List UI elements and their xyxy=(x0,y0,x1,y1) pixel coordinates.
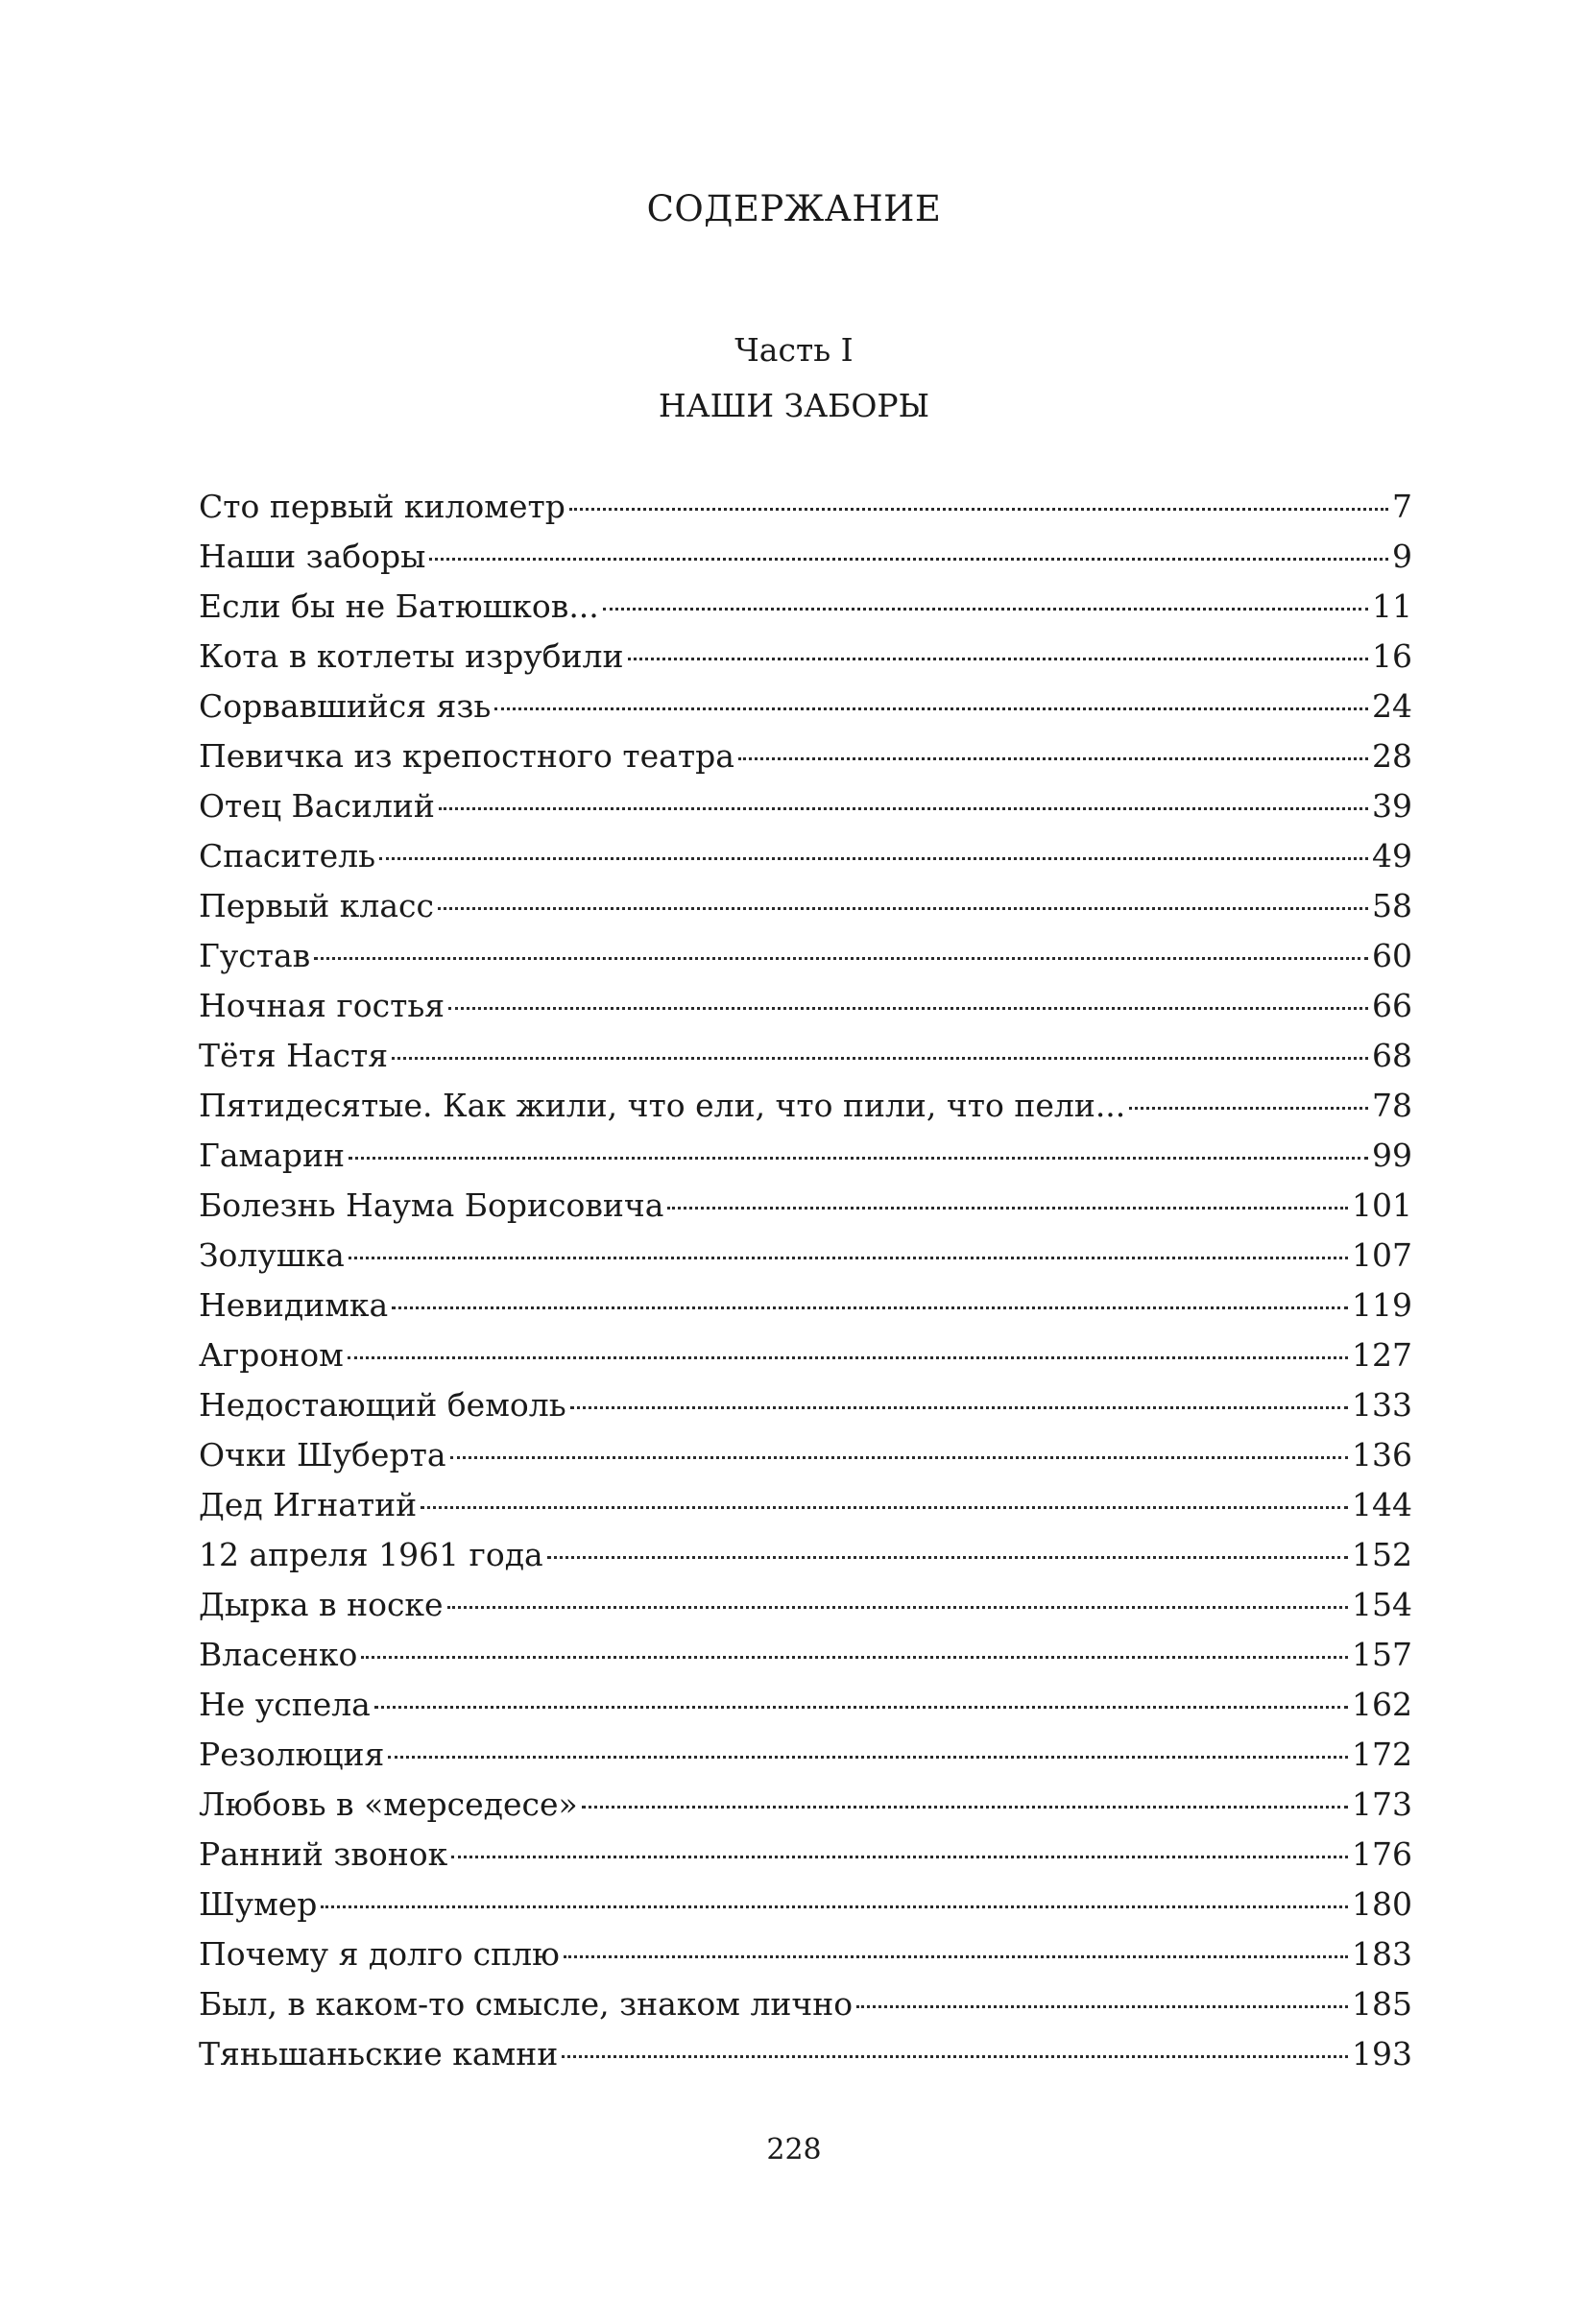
toc-dot-leader xyxy=(564,1955,1348,1958)
toc-dot-leader xyxy=(1129,1107,1368,1110)
toc-entry-page: 68 xyxy=(1372,1037,1412,1074)
toc-entry-page: 58 xyxy=(1372,887,1412,924)
toc-dot-leader xyxy=(569,508,1388,511)
toc-entry-title: 12 апреля 1961 года xyxy=(199,1536,543,1573)
toc-entry xyxy=(199,1580,1412,1630)
toc-entry-title: Первый класс xyxy=(199,887,434,924)
toc-entry-title: Ночная гостья xyxy=(199,987,445,1024)
toc-entry-title: Спаситель xyxy=(199,837,376,874)
toc-entry-page: 24 xyxy=(1372,687,1412,725)
toc-entry xyxy=(199,1281,1412,1330)
toc-entry-title: Дед Игнатий xyxy=(199,1486,418,1523)
toc-entry-page: 152 xyxy=(1352,1536,1412,1573)
toc-dot-leader xyxy=(314,957,1368,960)
toc-entry xyxy=(199,1630,1412,1680)
toc-entry xyxy=(199,1530,1412,1580)
toc-entry-page: 78 xyxy=(1372,1087,1412,1124)
toc-entry-title: Болезнь Наума Борисовича xyxy=(199,1186,664,1224)
toc-entry xyxy=(199,1880,1412,1929)
toc-entry xyxy=(199,632,1412,682)
toc-dot-leader xyxy=(667,1207,1348,1210)
toc-entry-title: Сорвавшийся язь xyxy=(199,687,492,725)
toc-entry-page: 173 xyxy=(1352,1785,1412,1823)
toc-entry xyxy=(199,582,1412,632)
toc-dot-leader xyxy=(349,1257,1348,1259)
toc-dot-leader xyxy=(439,807,1368,810)
toc-entry xyxy=(199,1929,1412,1979)
toc-dot-leader xyxy=(451,1856,1348,1858)
page-number: 228 xyxy=(766,2133,822,2167)
toc-entry-page: 172 xyxy=(1352,1736,1412,1773)
toc-entry-title: Недостающий бемоль xyxy=(199,1386,566,1424)
toc-entry-title: Шумер xyxy=(199,1885,318,1923)
toc-entry-page: 180 xyxy=(1352,1885,1412,1923)
toc-dot-leader xyxy=(547,1556,1348,1559)
toc-entry-page: 7 xyxy=(1392,488,1412,525)
toc-entry-page: 49 xyxy=(1372,837,1412,874)
toc-entry-page: 28 xyxy=(1372,737,1412,775)
toc-entry xyxy=(199,1131,1412,1181)
toc-entry-title: Сто первый километр xyxy=(199,488,565,525)
toc-entry-title: Любовь в «мерседесе» xyxy=(199,1785,578,1823)
toc-dot-leader xyxy=(392,1057,1368,1060)
toc-entry-page: 162 xyxy=(1352,1686,1412,1723)
toc-entry-title: Почему я долго сплю xyxy=(199,1935,560,1973)
toc-dot-leader xyxy=(448,1007,1368,1010)
toc-dot-leader xyxy=(321,1905,1348,1908)
toc-dot-leader xyxy=(603,608,1368,611)
toc-entry xyxy=(199,2029,1412,2079)
toc-dot-leader xyxy=(429,558,1388,561)
toc-entry xyxy=(199,1181,1412,1231)
toc-entry xyxy=(199,881,1412,931)
toc-entry-page: 107 xyxy=(1352,1236,1412,1274)
toc-entry-title: Золушка xyxy=(199,1236,345,1274)
toc-entry-page: 193 xyxy=(1352,2035,1412,2072)
toc-dot-leader xyxy=(361,1656,1348,1659)
toc-entry xyxy=(199,831,1412,881)
toc-entry-title: Ранний звонок xyxy=(199,1835,448,1873)
toc-entry xyxy=(199,682,1412,731)
toc-dot-leader xyxy=(438,907,1368,910)
toc-entry xyxy=(199,1031,1412,1081)
toc-entry-page: 11 xyxy=(1372,587,1412,625)
toc-entry xyxy=(199,981,1412,1031)
toc-dot-leader xyxy=(582,1806,1348,1809)
toc-entry-page: 183 xyxy=(1352,1935,1412,1973)
part-title: НАШИ ЗАБОРЫ xyxy=(658,387,930,424)
toc-entry xyxy=(199,1680,1412,1730)
toc-entry xyxy=(199,1430,1412,1480)
toc-entry xyxy=(199,532,1412,582)
toc-entry xyxy=(199,1231,1412,1281)
toc-entry-title: Очки Шуберта xyxy=(199,1436,446,1473)
toc-dot-leader xyxy=(392,1306,1348,1309)
toc-dot-leader xyxy=(379,857,1368,860)
toc-entry-page: 9 xyxy=(1392,538,1412,575)
toc-entry xyxy=(199,781,1412,831)
toc-entry-title: Агроном xyxy=(199,1336,344,1374)
toc-dot-leader xyxy=(738,757,1368,760)
toc-dot-leader xyxy=(421,1506,1348,1509)
toc-entry-title: Наши заборы xyxy=(199,538,426,575)
toc-dot-leader xyxy=(349,1157,1368,1160)
toc-entry-page: 136 xyxy=(1352,1436,1412,1473)
toc-entry-page: 176 xyxy=(1352,1835,1412,1873)
toc-entry xyxy=(199,1830,1412,1880)
toc-entry xyxy=(199,1730,1412,1780)
toc-entry-page: 60 xyxy=(1372,937,1412,974)
toc-dot-leader xyxy=(388,1756,1348,1759)
toc-entry-title: Отец Василий xyxy=(199,787,435,825)
toc-entry xyxy=(199,1979,1412,2029)
toc-entry-title: Дырка в носке xyxy=(199,1586,444,1623)
toc-entry-title: Власенко xyxy=(199,1636,358,1673)
contents-title: СОДЕРЖАНИЕ xyxy=(646,188,942,229)
toc-entry-page: 144 xyxy=(1352,1486,1412,1523)
toc-entry xyxy=(199,931,1412,981)
toc-entry-page: 185 xyxy=(1352,1985,1412,2023)
toc-entry-page: 154 xyxy=(1352,1586,1412,1623)
toc-entry-page: 39 xyxy=(1372,787,1412,825)
toc-entry-title: Густав xyxy=(199,937,311,974)
toc-entry xyxy=(199,1330,1412,1380)
toc-entry-title: Кота в котлеты изрубили xyxy=(199,637,624,675)
toc-entry-page: 133 xyxy=(1352,1386,1412,1424)
toc-entry-page: 119 xyxy=(1352,1286,1412,1324)
toc-dot-leader xyxy=(348,1356,1348,1359)
toc-entry-page: 157 xyxy=(1352,1636,1412,1673)
toc-entry xyxy=(199,1081,1412,1131)
toc-entry-title: Не успела xyxy=(199,1686,371,1723)
toc-entry-title: Был, в каком-то смысле, знаком лично xyxy=(199,1985,854,2023)
toc-entry-page: 99 xyxy=(1372,1137,1412,1174)
toc-dot-leader xyxy=(494,707,1368,710)
toc-entry-page: 66 xyxy=(1372,987,1412,1024)
toc-entry-title: Тяньшаньские камни xyxy=(199,2035,559,2072)
part-number: Часть I xyxy=(734,331,854,369)
toc-entry-page: 101 xyxy=(1352,1186,1412,1224)
toc-dot-leader xyxy=(856,2005,1348,2008)
toc-entry xyxy=(199,1780,1412,1830)
toc-dot-leader xyxy=(570,1406,1348,1409)
toc-entry-title: Пятидесятые. Как жили, что ели, что пили, что пели... xyxy=(199,1087,1126,1124)
toc-entry-title: Резолюция xyxy=(199,1736,385,1773)
toc-dot-leader xyxy=(447,1606,1348,1609)
toc-entry-page: 16 xyxy=(1372,637,1412,675)
table-of-contents xyxy=(199,482,1412,2079)
toc-entry-title: Если бы не Батюшков... xyxy=(199,587,599,625)
toc-entry-page: 127 xyxy=(1352,1336,1412,1374)
toc-entry xyxy=(199,1380,1412,1430)
toc-entry xyxy=(199,731,1412,781)
toc-entry-title: Невидимка xyxy=(199,1286,389,1324)
toc-dot-leader xyxy=(628,658,1368,660)
toc-entry-title: Гамарин xyxy=(199,1137,345,1174)
toc-dot-leader xyxy=(562,2055,1348,2058)
toc-dot-leader xyxy=(374,1706,1348,1709)
toc-entry-title: Тётя Настя xyxy=(199,1037,389,1074)
toc-entry-title: Певичка из крепостного театра xyxy=(199,737,734,775)
toc-entry xyxy=(199,1480,1412,1530)
toc-entry xyxy=(199,482,1412,532)
toc-dot-leader xyxy=(450,1456,1348,1459)
